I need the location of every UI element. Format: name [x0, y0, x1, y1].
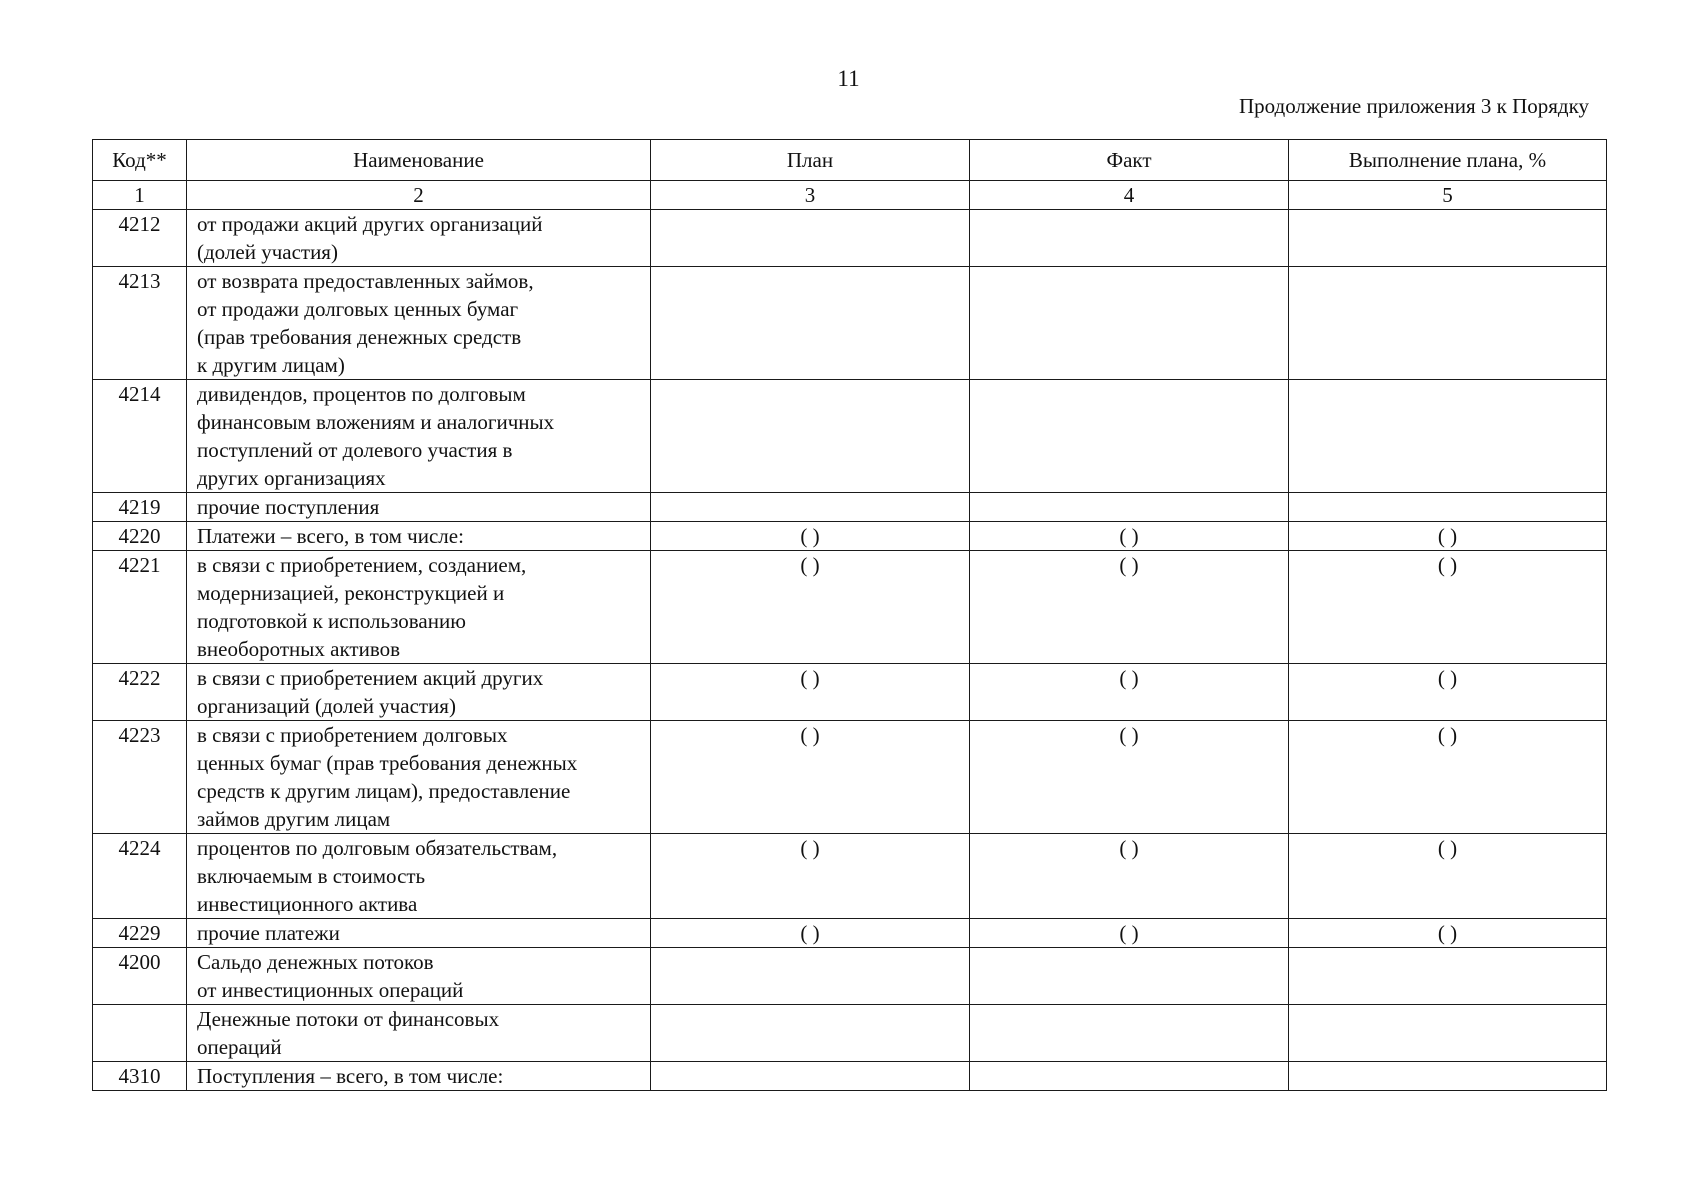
row-name-line: от продажи акций других организаций [197, 212, 543, 236]
row-code: 4222 [93, 664, 187, 721]
row-name-line: внеоборотных активов [197, 637, 401, 661]
table-row [93, 1062, 1607, 1091]
row-name [187, 522, 651, 551]
row-code: 4310 [93, 1062, 187, 1091]
row-code: 4220 [93, 522, 187, 551]
row-code: 4229 [93, 919, 187, 948]
table-row [93, 267, 1607, 380]
table-row [93, 380, 1607, 493]
row-plan [651, 1005, 970, 1062]
row-name-line: (прав требования денежных средств [197, 325, 522, 349]
table-row [93, 834, 1607, 919]
row-plan [651, 493, 970, 522]
row-percent: ( ) [1289, 551, 1607, 664]
header-row [93, 140, 1607, 181]
row-percent [1289, 210, 1607, 267]
row-plan [651, 948, 970, 1005]
row-fact [970, 493, 1289, 522]
table-row [93, 551, 1607, 664]
column-number: 1 [93, 181, 187, 210]
row-fact [970, 1062, 1289, 1091]
cash-flow-table [92, 139, 1607, 1091]
row-percent: ( ) [1289, 919, 1607, 948]
row-name [187, 664, 651, 721]
row-plan [651, 380, 970, 493]
row-name-line: других организациях [197, 466, 386, 490]
row-fact: ( ) [970, 834, 1289, 919]
row-fact [970, 948, 1289, 1005]
row-name [187, 551, 651, 664]
row-name-line: от инвестиционных операций [197, 978, 464, 1002]
row-name-line: к другим лицам) [197, 353, 345, 377]
row-name-line: Денежные потоки от финансовых [197, 1007, 500, 1031]
table-row [93, 493, 1607, 522]
table-body [93, 181, 1607, 1091]
row-fact: ( ) [970, 551, 1289, 664]
row-percent [1289, 1062, 1607, 1091]
row-name-line: (долей участия) [197, 240, 338, 264]
row-name-line: прочие платежи [197, 921, 340, 945]
row-name [187, 948, 651, 1005]
row-plan: ( ) [651, 551, 970, 664]
column-number: 5 [1289, 181, 1607, 210]
header-code: Код** [93, 140, 187, 181]
row-name-line: в связи с приобретением, созданием, [197, 553, 527, 577]
row-name [187, 721, 651, 834]
column-number: 4 [970, 181, 1289, 210]
row-plan: ( ) [651, 721, 970, 834]
row-name-line: Платежи – всего, в том числе: [197, 524, 464, 548]
row-name-line: в связи с приобретением акций других [197, 666, 544, 690]
row-name [187, 1005, 651, 1062]
row-name-line: ценных бумаг (прав требования денежных [197, 751, 578, 775]
page-number: 11 [837, 66, 860, 91]
column-number-row [93, 181, 1607, 210]
table-row [93, 948, 1607, 1005]
row-plan: ( ) [651, 919, 970, 948]
row-name-line: дивидендов, процентов по долговым [197, 382, 526, 406]
row-code: 4223 [93, 721, 187, 834]
row-percent [1289, 948, 1607, 1005]
row-plan [651, 210, 970, 267]
column-number: 2 [187, 181, 651, 210]
header-fact: Факт [970, 140, 1289, 181]
row-name [187, 380, 651, 493]
row-percent [1289, 267, 1607, 380]
row-plan [651, 1062, 970, 1091]
table-row [93, 919, 1607, 948]
table-row [93, 522, 1607, 551]
row-percent: ( ) [1289, 721, 1607, 834]
row-code: 4221 [93, 551, 187, 664]
row-name [187, 210, 651, 267]
row-name [187, 834, 651, 919]
row-name-line: подготовкой к использованию [197, 609, 466, 633]
row-fact [970, 267, 1289, 380]
row-percent [1289, 380, 1607, 493]
table-row [93, 1005, 1607, 1062]
row-name-line: займов другим лицам [197, 807, 391, 831]
row-name-line: поступлений от долевого участия в [197, 438, 513, 462]
row-name-line: включаемым в стоимость [197, 864, 426, 888]
row-name-line: от возврата предоставленных займов, [197, 269, 534, 293]
row-percent: ( ) [1289, 522, 1607, 551]
continuation-note: Продолжение приложения 3 к Порядку [1238, 94, 1589, 118]
row-fact [970, 380, 1289, 493]
row-code: 4200 [93, 948, 187, 1005]
row-code: 4224 [93, 834, 187, 919]
row-percent: ( ) [1289, 664, 1607, 721]
table-row [93, 664, 1607, 721]
row-code: 4213 [93, 267, 187, 380]
row-code: 4219 [93, 493, 187, 522]
header-plan: План [651, 140, 970, 181]
row-fact: ( ) [970, 664, 1289, 721]
row-percent [1289, 493, 1607, 522]
row-fact: ( ) [970, 919, 1289, 948]
row-name-line: финансовым вложениям и аналогичных [197, 410, 555, 434]
row-name-line: модернизацией, реконструкцией и [197, 581, 505, 605]
row-fact [970, 210, 1289, 267]
table-row [93, 721, 1607, 834]
row-fact [970, 1005, 1289, 1062]
row-code: 4214 [93, 380, 187, 493]
row-code [93, 1005, 187, 1062]
row-name-line: процентов по долговым обязательствам, [197, 836, 558, 860]
row-fact: ( ) [970, 721, 1289, 834]
header-percent: Выполнение плана, % [1289, 140, 1607, 181]
row-plan: ( ) [651, 664, 970, 721]
row-fact: ( ) [970, 522, 1289, 551]
row-name [187, 267, 651, 380]
row-plan: ( ) [651, 834, 970, 919]
row-name-line: Сальдо денежных потоков [197, 950, 434, 974]
row-name-line: операций [197, 1035, 282, 1059]
row-name [187, 1062, 651, 1091]
header-name: Наименование [187, 140, 651, 181]
row-name [187, 493, 651, 522]
row-name-line: от продажи долговых ценных бумаг [197, 297, 519, 321]
row-name-line: организаций (долей участия) [197, 694, 456, 718]
table-row [93, 210, 1607, 267]
row-percent [1289, 1005, 1607, 1062]
row-name [187, 919, 651, 948]
row-name-line: Поступления – всего, в том числе: [197, 1064, 504, 1088]
column-number: 3 [651, 181, 970, 210]
row-name-line: прочие поступления [197, 495, 380, 519]
row-name-line: в связи с приобретением долговых [197, 723, 508, 747]
row-plan: ( ) [651, 522, 970, 551]
row-name-line: средств к другим лицам), предоставление [197, 779, 571, 803]
row-plan [651, 267, 970, 380]
row-percent: ( ) [1289, 834, 1607, 919]
row-name-line: инвестиционного актива [197, 892, 418, 916]
row-code: 4212 [93, 210, 187, 267]
